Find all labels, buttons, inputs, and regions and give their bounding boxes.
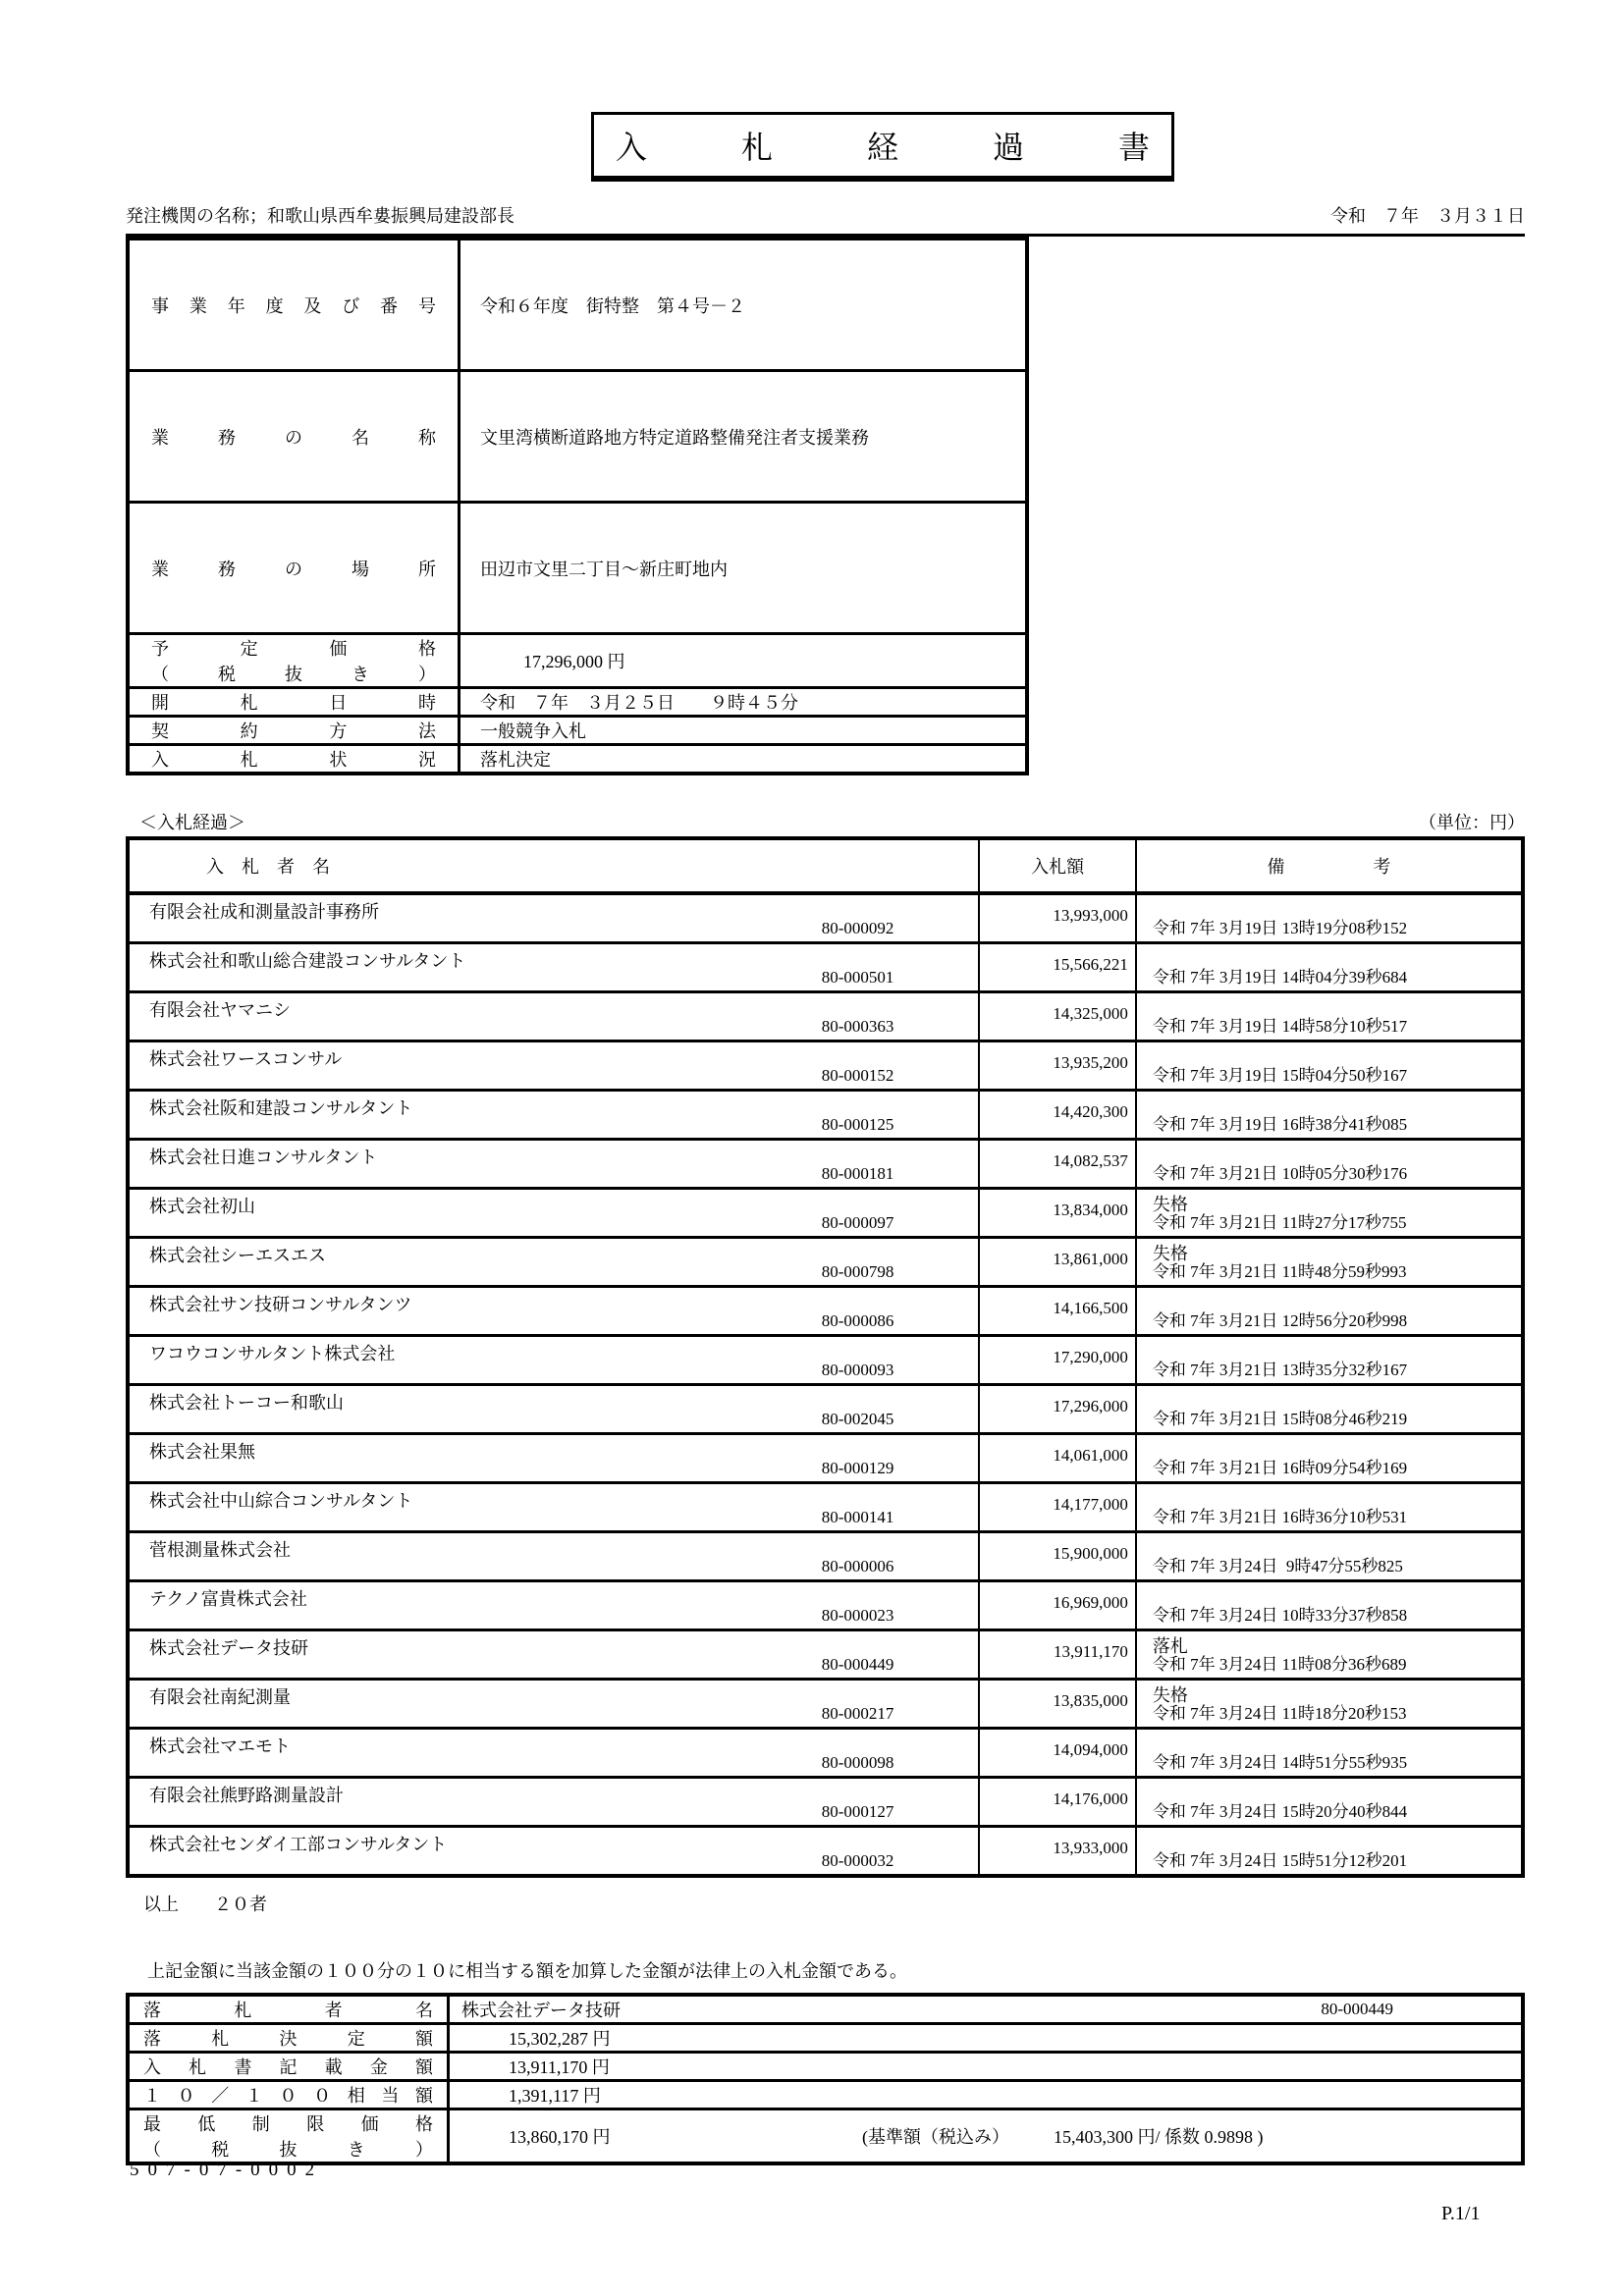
- bid-datetime: 令和 7年 3月19日 14時04分39秒684: [1152, 968, 1408, 987]
- info-label-cell: [128, 634, 460, 688]
- bidder-name-cell: [128, 893, 979, 943]
- project-info-table: [126, 237, 1029, 775]
- bidder-code: 80-000363: [821, 1017, 894, 1036]
- bid-section-header: [126, 809, 1525, 834]
- bidder-name: 株式会社和歌山総合建設コンサルタント: [149, 951, 466, 971]
- bid-amount: 13,835,000: [1053, 1691, 1128, 1710]
- bid-amount-cell: [979, 1385, 1135, 1434]
- bid-remark-cell: [1136, 992, 1523, 1041]
- bid-row: [128, 1189, 1523, 1238]
- bidder-name-cell: [128, 1238, 979, 1287]
- info-label-cell: [128, 239, 460, 371]
- tax-equivalent-amount: 1,391,117 円: [449, 2081, 1524, 2109]
- bid-row: [128, 992, 1523, 1041]
- bid-amount-cell: [979, 1827, 1135, 1877]
- bid-amount-cell: [979, 1238, 1135, 1287]
- bid-amount: 13,861,000: [1053, 1250, 1128, 1268]
- bidder-code: 80-002045: [821, 1410, 894, 1428]
- bid-datetime: 令和 7年 3月24日 10時33分37秒858: [1152, 1606, 1408, 1625]
- table-row: [128, 2024, 1523, 2053]
- bid-amount: 13,935,200: [1053, 1053, 1128, 1072]
- bid-row: [128, 1091, 1523, 1140]
- bid-status: 失格: [1152, 1195, 1188, 1214]
- bid-datetime: 令和 7年 3月21日 12時56分20秒998: [1152, 1311, 1408, 1330]
- bidder-name: 有限会社南紀測量: [149, 1687, 291, 1707]
- bid-row: [128, 1827, 1523, 1877]
- bidder-name: 株式会社トーコー和歌山: [149, 1393, 344, 1413]
- bidder-code: 80-000023: [821, 1606, 894, 1625]
- bid-amount: 17,296,000: [1053, 1397, 1128, 1415]
- bidder-name-cell: [128, 1287, 979, 1336]
- bidder-name: ワコウコンサルタント株式会社: [149, 1344, 396, 1363]
- work-name: 文里湾横断道路地方特定道路整備発注者支援業務: [460, 371, 1028, 503]
- bidder-name: 株式会社初山: [149, 1197, 255, 1216]
- bid-history-table: [126, 836, 1525, 1878]
- legal-note: 上記金額に当該金額の１００分の１０に相当する額を加算した金額が法律上の入札金額である。: [147, 1961, 907, 1981]
- table-row: [128, 2053, 1523, 2081]
- info-label: 事 業 年 度 及 び 番 号: [151, 295, 436, 316]
- award-label-cell: [128, 1995, 449, 2024]
- ordering-agency: 発注機関の名称；和歌山県西牟婁振興局建設部長: [126, 206, 514, 226]
- info-label: 業 務 の 場 所: [151, 559, 436, 579]
- bidder-code: 80-000086: [821, 1311, 894, 1330]
- bid-remark-cell: [1136, 1336, 1523, 1385]
- table-row: [128, 717, 1027, 745]
- bid-amount-cell: [979, 1434, 1135, 1483]
- bid-table-header-row: [128, 838, 1523, 893]
- bidder-code: 80-000141: [821, 1508, 894, 1526]
- table-row: [128, 503, 1027, 634]
- award-label: 最 低 制 限 価 格: [143, 2114, 433, 2134]
- bidder-code: 80-000798: [821, 1262, 894, 1281]
- bidder-name: 株式会社マエモト: [149, 1736, 291, 1756]
- bid-amount: 14,176,000: [1053, 1789, 1128, 1808]
- bid-amount: 14,061,000: [1053, 1446, 1128, 1465]
- bid-remark-cell: [1136, 1729, 1523, 1778]
- bid-remark-cell: [1136, 1630, 1523, 1680]
- bidder-name: 株式会社ワースコンサル: [149, 1049, 343, 1069]
- bid-datetime: 令和 7年 3月21日 11時27分17秒755: [1152, 1213, 1407, 1232]
- column-header-bidder-name: 入 札 者 名: [128, 838, 979, 893]
- table-row: [128, 371, 1027, 503]
- bidder-name-cell: [128, 1140, 979, 1189]
- award-decision-amount: 15,302,287 円: [449, 2024, 1524, 2053]
- info-label: 入 札 状 況: [151, 750, 436, 770]
- bid-amount-cell: [979, 1729, 1135, 1778]
- bid-amount-cell: [979, 1483, 1135, 1532]
- bid-datetime: 令和 7年 3月24日 15時20分40秒844: [1152, 1802, 1408, 1821]
- info-label-cell: [128, 503, 460, 634]
- bidder-name: 株式会社阪和建設コンサルタント: [149, 1098, 413, 1118]
- bid-amount: 17,290,000: [1053, 1348, 1128, 1366]
- award-label-cell: [128, 2081, 449, 2109]
- planned-price: 17,296,000 円: [460, 634, 1028, 688]
- bid-datetime: 令和 7年 3月24日 11時18分20秒153: [1152, 1704, 1407, 1723]
- bidder-code: 80-000125: [821, 1115, 894, 1134]
- bid-remark-cell: [1136, 1140, 1523, 1189]
- bidder-name: 株式会社日進コンサルタント: [149, 1148, 378, 1167]
- bidder-name-cell: [128, 992, 979, 1041]
- bid-remark-cell: [1136, 1532, 1523, 1581]
- bidder-name: 菅根測量株式会社: [149, 1540, 291, 1560]
- table-row: [128, 2081, 1523, 2109]
- bid-remark-cell: [1136, 1483, 1523, 1532]
- bid-status: 落札: [1152, 1636, 1188, 1656]
- work-location: 田辺市文里二丁目～新庄町地内: [460, 503, 1028, 634]
- info-label: 開 札 日 時: [151, 693, 436, 713]
- bidder-code: 80-000006: [821, 1557, 894, 1575]
- bid-amount: 13,933,000: [1053, 1839, 1128, 1857]
- table-row: [128, 1995, 1523, 2024]
- bid-datetime: 令和 7年 3月21日 11時48分59秒993: [1152, 1262, 1407, 1281]
- document-number: 507-07-0002: [130, 2160, 324, 2180]
- bid-status: 失格: [1152, 1244, 1188, 1263]
- award-label: 落 札 決 定 額: [143, 2029, 433, 2049]
- bid-remark-cell: [1136, 1581, 1523, 1630]
- bid-amount-cell: [979, 893, 1135, 943]
- header-line: [126, 202, 1525, 230]
- bidder-code: 80-000181: [821, 1164, 894, 1183]
- bid-datetime: 令和 7年 3月19日 16時38分41秒085: [1152, 1115, 1408, 1134]
- bidder-name: 株式会社果無: [149, 1442, 255, 1462]
- bid-datetime: 令和 7年 3月21日 16時09分54秒169: [1152, 1459, 1408, 1477]
- bid-remark-cell: [1136, 893, 1523, 943]
- bidder-name: テクノ富貴株式会社: [149, 1589, 307, 1609]
- bidder-name-cell: [128, 1532, 979, 1581]
- bidder-code: 80-000098: [821, 1753, 894, 1772]
- bid-datetime: 令和 7年 3月19日 14時58分10秒517: [1152, 1017, 1408, 1036]
- bidder-name-cell: [128, 943, 979, 992]
- bidder-code: 80-000097: [821, 1213, 894, 1232]
- table-row: [128, 239, 1027, 371]
- bid-remark-cell: [1136, 1680, 1523, 1729]
- info-label-line2: （ 税 抜 き ）: [151, 665, 436, 684]
- minimum-limit-price: 13,860,170 円: [509, 2127, 611, 2147]
- bid-amount: 14,166,500: [1053, 1299, 1128, 1317]
- bid-row: [128, 1729, 1523, 1778]
- bid-row: [128, 1287, 1523, 1336]
- award-label: １ ０ ／ １ ０ ０ 相 当 額: [143, 2086, 433, 2106]
- issue-date: 令和 ７年 ３月３１日: [1330, 206, 1525, 226]
- bid-amount-cell: [979, 1041, 1135, 1091]
- bidder-name-cell: [128, 1189, 979, 1238]
- bid-status: 失格: [1152, 1685, 1188, 1705]
- bidder-name-cell: [128, 1385, 979, 1434]
- bidder-name: 株式会社中山綜合コンサルタント: [149, 1491, 413, 1511]
- bidder-name-cell: [128, 1041, 979, 1091]
- bidder-name-cell: [128, 1336, 979, 1385]
- table-row: [128, 634, 1027, 688]
- bid-amount-cell: [979, 1778, 1135, 1827]
- bidder-name: 有限会社ヤマニシ: [149, 1000, 291, 1020]
- bid-row: [128, 1581, 1523, 1630]
- bid-remark-cell: [1136, 1238, 1523, 1287]
- base-amount-note: (基準額（税込み） 15,403,300 円/ 係数 0.9898 ): [862, 2127, 1264, 2147]
- bidder-code: 80-000129: [821, 1459, 894, 1477]
- winner-name: 株式会社データ技研: [461, 2001, 621, 2020]
- bid-amount: 14,325,000: [1053, 1004, 1128, 1023]
- bid-row: [128, 1680, 1523, 1729]
- winner-code: 80-000449: [1321, 2000, 1393, 2018]
- bidder-code: 80-000217: [821, 1704, 894, 1723]
- bid-amount: 13,911,170: [1054, 1642, 1128, 1661]
- bid-row: [128, 1238, 1523, 1287]
- unit-label: （単位：円）: [1419, 813, 1525, 832]
- table-row: [128, 745, 1027, 774]
- bid-remark-cell: [1136, 1041, 1523, 1091]
- bid-amount: 15,900,000: [1053, 1544, 1128, 1563]
- info-label: 予 定 価 格: [151, 639, 436, 659]
- bidder-name: 株式会社サン技研コンサルタンツ: [149, 1295, 412, 1314]
- bid-datetime: 令和 7年 3月21日 15時08分46秒219: [1152, 1410, 1408, 1428]
- info-label-cell: [128, 688, 460, 717]
- bid-amount-cell: [979, 992, 1135, 1041]
- bid-amount: 14,094,000: [1053, 1740, 1128, 1759]
- page-number: P.1/1: [1441, 2203, 1481, 2224]
- bid-remark-cell: [1136, 1434, 1523, 1483]
- bidder-name: 有限会社熊野路測量設計: [149, 1786, 344, 1805]
- bid-remark-cell: [1136, 1189, 1523, 1238]
- bid-remark-cell: [1136, 943, 1523, 992]
- bid-datetime: 令和 7年 3月21日 16時36分10秒531: [1152, 1508, 1408, 1526]
- bidder-code: 80-000127: [821, 1802, 894, 1821]
- bid-amount: 16,969,000: [1053, 1593, 1128, 1612]
- bidder-name-cell: [128, 1581, 979, 1630]
- bid-amount-cell: [979, 1581, 1135, 1630]
- bid-amount-cell: [979, 1630, 1135, 1680]
- bid-datetime: 令和 7年 3月21日 10時05分30秒176: [1152, 1164, 1408, 1183]
- bidder-name: 株式会社データ技研: [149, 1638, 308, 1658]
- bid-amount: 13,834,000: [1053, 1201, 1128, 1219]
- bid-amount-cell: [979, 943, 1135, 992]
- award-label-line2: （ 税 抜 き ）: [143, 2140, 433, 2160]
- bid-datetime: 令和 7年 3月21日 13時35分32秒167: [1152, 1361, 1408, 1379]
- bid-amount-cell: [979, 1680, 1135, 1729]
- contract-method: 一般競争入札: [460, 717, 1028, 745]
- column-header-remarks: 備 考: [1136, 838, 1523, 893]
- bid-row: [128, 943, 1523, 992]
- column-header-bid-amount: 入札額: [979, 838, 1135, 893]
- bidder-name-cell: [128, 1778, 979, 1827]
- bidder-name-cell: [128, 1091, 979, 1140]
- bid-datetime: 令和 7年 3月24日 14時51分55秒935: [1152, 1753, 1408, 1772]
- table-row: [128, 688, 1027, 717]
- bid-datetime: 令和 7年 3月19日 13時19分08秒152: [1152, 919, 1408, 937]
- bid-remark-cell: [1136, 1827, 1523, 1877]
- document-title: 入 札 経 過 書: [615, 130, 1150, 165]
- bid-rows: [128, 893, 1523, 1876]
- award-summary-table: [126, 1993, 1525, 2165]
- info-label-cell: [128, 745, 460, 774]
- bid-row: [128, 1336, 1523, 1385]
- bid-row: [128, 1434, 1523, 1483]
- bid-section-caption: ＜入札経過＞: [139, 813, 245, 832]
- project-year-number: 令和６年度 街特整 第４号－２: [460, 239, 1028, 371]
- bidder-name: 株式会社センダイ工部コンサルタント: [149, 1835, 448, 1854]
- bidder-code: 80-000152: [821, 1066, 894, 1085]
- bidder-code: 80-000501: [821, 968, 894, 987]
- minimum-limit-price-cell: [449, 2109, 1524, 2164]
- bidder-name: 株式会社シーエスエス: [149, 1246, 326, 1265]
- bidder-code: 80-000092: [821, 919, 894, 937]
- bidder-code: 80-000449: [821, 1655, 894, 1674]
- bid-datetime: 令和 7年 3月24日 15時51分12秒201: [1152, 1851, 1408, 1870]
- bid-datetime: 令和 7年 3月19日 15時04分50秒167: [1152, 1066, 1408, 1085]
- bid-row: [128, 1532, 1523, 1581]
- bid-amount-cell: [979, 1091, 1135, 1140]
- bid-amount-cell: [979, 1140, 1135, 1189]
- bid-remark-cell: [1136, 1385, 1523, 1434]
- info-label: 業 務 の 名 称: [151, 427, 436, 448]
- info-label-cell: [128, 371, 460, 503]
- bidder-name-cell: [128, 1680, 979, 1729]
- bid-datetime: 令和 7年 3月24日 9時47分55秒825: [1152, 1557, 1403, 1575]
- info-label-cell: [128, 717, 460, 745]
- bidder-name-cell: [128, 1827, 979, 1877]
- bid-row: [128, 1385, 1523, 1434]
- bidder-code: 80-000093: [821, 1361, 894, 1379]
- document-title-box: [591, 112, 1174, 182]
- bidder-code: 80-000032: [821, 1851, 894, 1870]
- bid-amount: 14,082,537: [1053, 1151, 1128, 1170]
- bidder-count-line: 以上 ２０者: [143, 1895, 267, 1914]
- bid-amount-cell: [979, 1532, 1135, 1581]
- bid-amount-cell: [979, 1336, 1135, 1385]
- bid-amount-cell: [979, 1287, 1135, 1336]
- bidder-name-cell: [128, 1630, 979, 1680]
- award-label-cell: [128, 2024, 449, 2053]
- opening-datetime: 令和 ７年 ３月２５日 ９時４５分: [460, 688, 1028, 717]
- bidder-name-cell: [128, 1483, 979, 1532]
- bid-row: [128, 1630, 1523, 1680]
- bid-written-amount: 13,911,170 円: [449, 2053, 1524, 2081]
- bidder-name: 有限会社成和測量設計事務所: [149, 902, 379, 922]
- bid-amount: 14,177,000: [1053, 1495, 1128, 1514]
- bid-amount: 15,566,221: [1053, 955, 1128, 974]
- award-label: 入 札 書 記 載 金 額: [143, 2057, 433, 2077]
- winner-name-cell: [449, 1995, 1524, 2024]
- info-label: 契 約 方 法: [151, 721, 436, 741]
- bid-row: [128, 1483, 1523, 1532]
- bidder-name-cell: [128, 1729, 979, 1778]
- bid-remark-cell: [1136, 1287, 1523, 1336]
- bid-result-status: 落札決定: [460, 745, 1028, 774]
- bid-amount: 14,420,300: [1053, 1102, 1128, 1121]
- bidder-name-cell: [128, 1434, 979, 1483]
- bid-row: [128, 893, 1523, 943]
- award-label: 落 札 者 名: [143, 2001, 433, 2020]
- table-row: [128, 2109, 1523, 2164]
- bid-remark-cell: [1136, 1091, 1523, 1140]
- bid-datetime: 令和 7年 3月24日 11時08分36秒689: [1152, 1655, 1407, 1674]
- bid-row: [128, 1140, 1523, 1189]
- award-label-cell: [128, 2109, 449, 2164]
- bid-amount-cell: [979, 1189, 1135, 1238]
- bid-amount: 13,993,000: [1053, 906, 1128, 925]
- bid-remark-cell: [1136, 1778, 1523, 1827]
- bid-row: [128, 1778, 1523, 1827]
- award-label-cell: [128, 2053, 449, 2081]
- bid-row: [128, 1041, 1523, 1091]
